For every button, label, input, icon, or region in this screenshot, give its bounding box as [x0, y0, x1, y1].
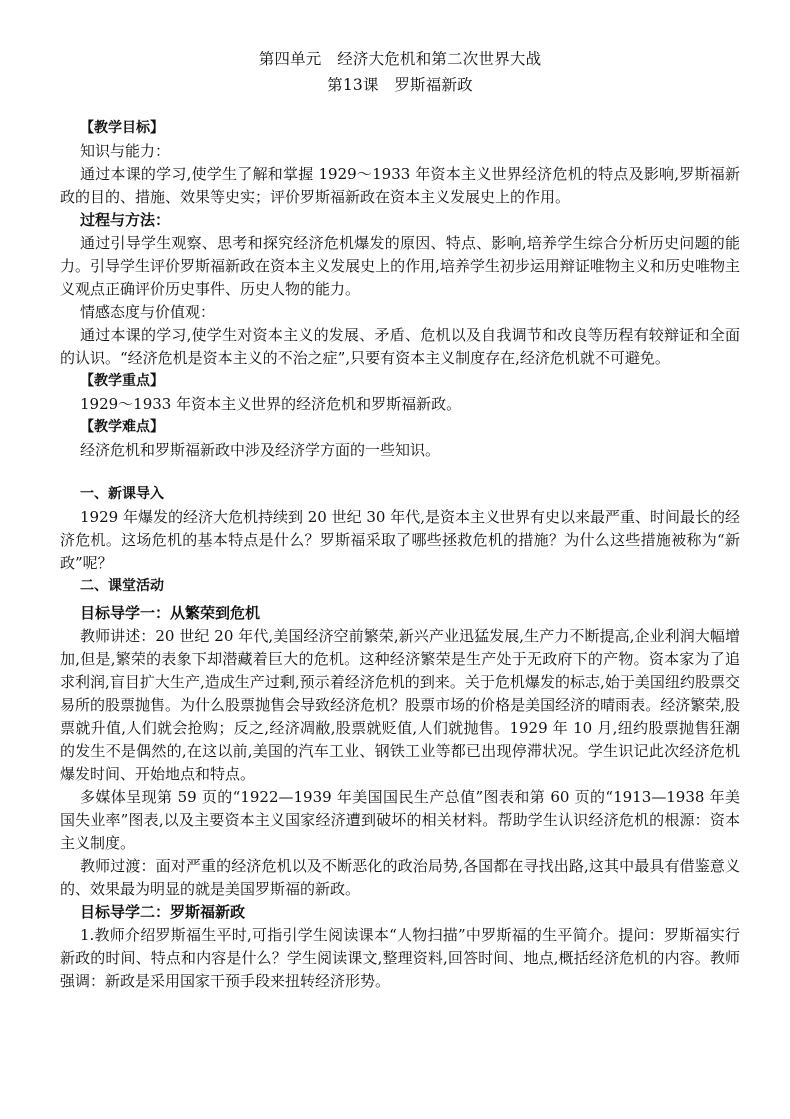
knowledge-text: 通过本课的学习,使学生了解和掌握 1929～1933 年资本主义世界经济危机的特点及影响,罗斯福新政的目的、措施、效果等史实；评价罗斯福新政在资本主义发展史上的作用。 [60, 165, 740, 206]
knowledge-label: 知识与能力： [80, 142, 171, 160]
goal1-paragraph-3: 教师过渡：面对严重的经济危机以及不断恶化的政治局势,各国都在寻找出路,这其中最具有借鉴意义的、效果最为明显的就是美国罗斯福的新政。 [60, 857, 740, 898]
goal2-paragraph-1: 1.教师介绍罗斯福生平时,可指引学生阅读课本“人物扫描”中罗斯福的生平简介。提问：罗斯福实行新政的时间、特点和内容是什么？学生阅读课文,整理资料,回答时间、地点,概括经济危机的内容。教师强调：新政是采用国家干预手段来扭转经济形势。 [60, 926, 740, 990]
goal1-paragraph-1: 教师讲述：20 世纪 20 年代,美国经济空前繁荣,新兴产业迅猛发展,生产力不断提高,企业利润大幅增加,但是,繁荣的表象下却潜藏着巨大的危机。这种经济繁荣是生产处于无政府下的产物。资本家为了追求利润,盲目扩大生产,造成生产过剩,预示着经济危机的到来。关于危机爆发的标志,始于美国纽约股票交易所的股票抛售。为什么股票抛售会导致经济危机？股票市场的价格是美国经济的晴雨表。经济繁荣,股票就升值,人们就会抢购；反之,经济凋敝,股票就贬值,人们就抛售。1929 年 10 月,纽约股票抛售狂潮的发生不是偶然的,在这以前,美国的汽车工业、钢铁工业等都已出现停滞状况。学生识记此次经济危机爆发时间、开始地点和特点。 [60, 627, 740, 783]
intro-heading: 一、新课导入 [80, 486, 164, 502]
values-text: 通过本课的学习,使学生对资本主义的发展、矛盾、危机以及自我调节和改良等历程有较辩证和全面的认识。“经济危机是资本主义的不治之症”,只要有资本主义制度存在,经济危机就不可避免。 [60, 326, 740, 367]
unit-title: 第四单元 经济大危机和第二次世界大战 [258, 50, 542, 68]
objectives-heading: 【教学目标】 [80, 120, 164, 136]
key-points-heading: 【教学重点】 [80, 373, 164, 389]
goal1-label: 目标导学一：从繁荣到危机 [80, 604, 261, 622]
difficulties-heading: 【教学难点】 [80, 419, 164, 435]
difficulties-text: 经济危机和罗斯福新政中涉及经济学方面的一些知识。 [80, 441, 441, 459]
goal2-label: 目标导学二：罗斯福新政 [80, 903, 246, 921]
lesson-title: 第13课 罗斯福新政 [327, 76, 473, 94]
key-points-text: 1929～1933 年资本主义世界的经济危机和罗斯福新政。 [80, 395, 462, 413]
section-spacer [60, 462, 740, 483]
goal1-paragraph-2: 多媒体呈现第 59 页的“1922—1939 年美国国民生产总值”图表和第 60 页的“1913—1938 年美国失业率”图表,以及主要资本主义国家经济遭到破坏的相关材料。帮助学生认识经济危机的根源：资本主义制度。 [60, 788, 740, 852]
process-text: 通过引导学生观察、思考和探究经济危机爆发的原因、特点、影响,培养学生综合分析历史问题的能力。引导学生评价罗斯福新政在资本主义发展史上的作用,培养学生初步运用辩证唯物主义和历史唯物主义观点正确评价历史事件、历史人物的能力。 [60, 234, 740, 298]
intro-text: 1929 年爆发的经济大危机持续到 20 世纪 30 年代,是资本主义世界有史以来最严重、时间最长的经济危机。这场危机的基本特点是什么？罗斯福采取了哪些拯救危机的措施？为什么这些措施被称为“新政”呢？ [60, 508, 740, 572]
activities-heading: 二、课堂活动 [80, 578, 164, 594]
values-label: 情感态度与价值观： [80, 303, 216, 321]
process-label: 过程与方法： [80, 211, 171, 229]
